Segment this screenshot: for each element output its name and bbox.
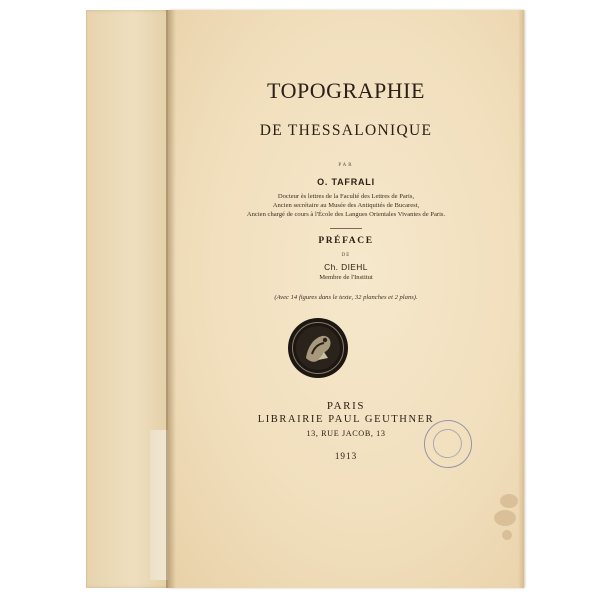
preface-heading: PRÉFACE — [318, 236, 374, 246]
author-credential: Ancien secrétaire au Musée des Antiquités de Bucarest, — [272, 202, 420, 209]
illustrations-note: (Avec 14 figures dans le texte, 32 planches et 2 plans). — [274, 294, 418, 301]
book-title: TOPOGRAPHIE — [267, 78, 425, 103]
preface-by-word: DE — [341, 253, 351, 258]
author-name: O. TAFRALI — [317, 177, 375, 187]
preface-author-role: Membre de l'Institut — [319, 274, 373, 281]
foxing-spot — [500, 494, 518, 508]
title-page — [168, 10, 524, 588]
foxing-spot — [502, 530, 512, 540]
divider-rule — [330, 228, 362, 229]
library-stamp-icon — [421, 417, 475, 471]
publisher-device-icon — [288, 318, 348, 378]
author-credential: Ancien chargé de cours à l'École des Langues Orientales Vivantes de Paris. — [246, 211, 446, 218]
foxing-spot — [494, 510, 516, 526]
publisher-name: LIBRAIRIE PAUL GEUTHNER — [257, 414, 435, 425]
publisher-city: PARIS — [326, 400, 366, 412]
preface-author: Ch. DIEHL — [324, 262, 368, 272]
publication-year: 1913 — [334, 451, 358, 461]
by-word: PAR — [338, 163, 354, 168]
author-credential: Docteur ès lettres de la Faculté des Lettres de Paris, — [277, 193, 415, 200]
publisher-address: 13, RUE JACOB, 13 — [306, 429, 386, 438]
book-gutter-shadow — [166, 10, 176, 588]
book-subtitle: DE THESSALONIQUE — [259, 122, 433, 139]
